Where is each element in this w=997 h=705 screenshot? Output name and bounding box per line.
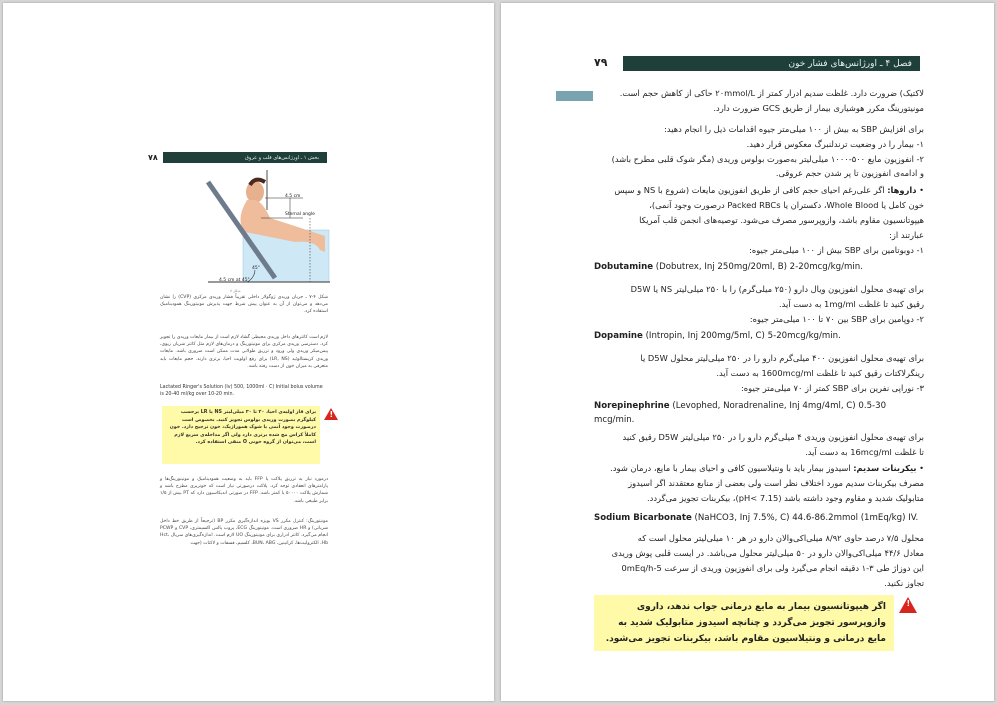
right-line-20: • بیکربنات سدیم: اسیدوز بیمار باید با ونتیلاسیون کافی و احیای بیمار با مایع، درمان شود. bbox=[610, 463, 924, 473]
right-warning-icon bbox=[899, 597, 917, 613]
dobutamine-name: Dobutamine bbox=[594, 262, 654, 272]
left-warning-text: برای فاز اولیه‌ی احیا، ۲۰ تا ۳۰ میلی‌لیتر NS یا LR برحسب کیلوگرم بصورت وریدی بولوس تجویز کنید. بخصوص است درصورت وجود آنمی یا شوک هموراژیک، خون ترجیح دارد. خون کاملاً کراس مچ شده برتری دارد ولی اگر مداخله‌ی سریع لازم است، می‌توان از گروه خونی O منفی استفاده کرد. bbox=[162, 406, 320, 464]
right-line-21: مصرف بیکربنات سدیم مورد اختلاف نظر است ولی بعضی از منابع معتقدند اگر اسیدوز bbox=[628, 478, 924, 488]
bicarbonate-line bbox=[594, 511, 924, 525]
right-line-17: ۳- نوراپی نفرین برای SBP کمتر از ۷۰ میلی‌متر جیوه: bbox=[741, 383, 924, 393]
norepinephrine-line bbox=[594, 399, 924, 413]
left-page-number: ۷۸ bbox=[148, 153, 158, 162]
right-line-7-text: اگر علی‌رغم احیای حجم کافی از طریق انفوزیون مایعات (شروع با NS و سپس bbox=[614, 185, 888, 195]
right-line-18: برای تهیه‌ی محلول انفوزیون وریدی ۴ میلی‌گرم دارو را در ۲۵۰ میلی‌لیتر D5W رقیق کنید bbox=[622, 432, 924, 442]
figure-label-angle: 45° bbox=[252, 266, 260, 271]
right-line-16: رینگرلاکتات رقیق کنید تا غلظت 1600mcg/ml به دست آید. bbox=[716, 368, 924, 378]
right-line-14: ۲- دوپامین برای SBP بین ۷۰ تا ۱۰۰ میلی‌متر جیوه: bbox=[749, 314, 924, 324]
drugs-heading: داروها: bbox=[887, 185, 917, 195]
right-line-19: تا غلظت 16mcg/ml به دست آید. bbox=[805, 447, 924, 457]
right-line-7: • داروها: اگر علی‌رغم احیای حجم کافی از طریق انفوزیون مایعات (شروع با NS و سپس bbox=[614, 185, 924, 195]
left-page-header bbox=[163, 152, 327, 163]
right-line-25: این دوزاژ طی ۳-۱ دقیقه انجام می‌گیرد ولی برای انفوزیون وریدی از سرعت 5-0mEq/h bbox=[621, 563, 924, 573]
right-line-1: لاکتیک) ضرورت دارد. غلظت سدیم ادرار کمتر از ۲۰mmol/L حاکی از کاهش حجم است. bbox=[619, 88, 924, 98]
left-warning-callout bbox=[160, 406, 338, 464]
left-paragraph-2: درمورد نیاز به تزریق پلاکت یا FFP باید به وضعیت همودینامیک و مونیتورینگ‌ها و پارامترهای انعقادی توجه کرد. پلاکت درصورتی نیاز است که خونریزی مطرح باشد و شمارش پلاکت ۵۰۰۰۰ یا کمتر باشد. FFP در صورتی اندیکاسیون دارد که PT بیش از ۱/۵ برابر طبیعی باشد. bbox=[160, 477, 328, 504]
figure-credit: شکل ۷ bbox=[230, 289, 241, 293]
figure-label-bottom: 4.5 cm at 45° bbox=[219, 278, 250, 283]
right-line-2: مونیتورینگ مکرر هوشیاری بیمار از طریق GCS ضرورت دارد. bbox=[713, 103, 924, 113]
left-header-title: بخش ۱ ـ اورژانس‌های قلب و عروق bbox=[245, 154, 319, 161]
bicarbonate-heading: بیکربنات سدیم: bbox=[853, 463, 917, 473]
left-english-drug-line: Lactated Ringer's Solution (lv) 500, 1000ml · C) Initial bolus volume is 20-40 ml/kg over 10-20 min. bbox=[160, 385, 323, 397]
right-line-5: ۲- انفوزیون مایع ۵۰۰-۱۰۰۰ میلی‌لیتر به‌صورت بولوس وریدی (مگر شوک قلبی مطرح باشد) bbox=[611, 154, 924, 164]
norepinephrine-name: Norepinephrine bbox=[594, 401, 670, 411]
right-page-number: ۷۹ bbox=[594, 56, 608, 69]
cvp-figure bbox=[175, 170, 335, 288]
right-line-11: ۱- دوبوتامین برای SBP بیش از ۱۰۰ میلی‌متر جیوه: bbox=[749, 245, 924, 255]
bicarbonate-name: Sodium Bicarbonate bbox=[594, 513, 692, 523]
right-line-3: برای افزایش SBP به بیش از ۱۰۰ میلی‌متر جیوه اقدامات ذیل را انجام دهید: bbox=[664, 124, 924, 134]
figure-label-top: 4.5 cm bbox=[285, 194, 301, 199]
right-line-9: هیپوتانسیون مقاوم باشد، وازوپرسور مصرف می‌شود. توصیه‌های انجمن قلب آمریکا bbox=[639, 215, 924, 225]
right-line-6: و ادامه‌ی انفوزیون تا پر شدن حجم عروقی. bbox=[775, 168, 924, 178]
right-page-header bbox=[623, 56, 920, 71]
right-line-15: برای تهیه‌ی محلول انفوزیون ۴۰۰ میلی‌گرم دارو را در ۲۵۰ میلی‌لیتر محلول D5W یا bbox=[640, 353, 924, 363]
warning-icon bbox=[324, 408, 338, 420]
dopamine-dose: (Intropin, Inj 200mg/5ml, C) 5-20mcg/kg/min. bbox=[642, 331, 841, 341]
dobutamine-line bbox=[594, 260, 924, 274]
bicarbonate-dose: (NaHCO3, Inj 7.5%, C) 44.6-86.2mmol (1mEq/kg) IV. bbox=[691, 513, 919, 523]
right-line-20-text: اسیدوز بیمار باید با ونتیلاسیون کافی و احیای بیمار با مایع، درمان شود. bbox=[610, 463, 854, 473]
dobutamine-dose: (Dobutrex, Inj 250mg/20ml, B) 2-20mcg/kg/min. bbox=[653, 262, 863, 272]
right-line-8: خون کامل یا Whole Blood، دکستران یا Packed RBCs درصورت وجود آنمی)، bbox=[649, 200, 924, 210]
right-line-12: برای تهیه‌ی محلول انفوزیون ویال دارو (۲۵۰ میلی‌گرم) را با ۲۵۰ میلی‌لیتر NS یا D5W bbox=[630, 284, 924, 294]
right-header-title: فصل ۴ ـ اورژانس‌های فشار خون bbox=[788, 58, 912, 69]
dopamine-line bbox=[594, 329, 924, 343]
dopamine-name: Dopamine bbox=[594, 331, 643, 341]
right-warning-callout: اگر هیپوتانسیون بیمار به مایع درمانی جواب ندهد، داروی وازوپرسور تجویز می‌گردد و چنانچه اسیدوز متابولیک شدید به مایع درمانی و ونتیلاسیون مقاوم باشد، بیکربنات تجویز می‌شود. bbox=[594, 595, 894, 651]
left-paragraph-1: لازم است کاتترهای داخل وریدی محیطی گشاد لازم است از بیمار مایعات وریدی را تجویز کرد. دسترسی وریدی مرکزی برای مونیتورینگ و درمان‌های لازم مثل کاتتر شریان ریوی، پیس‌میکر وریدی ولی ورود و تزریق طولانی مدت ممکن است ضروری باشد. مایعات وریدی کریستالوئید (LR, NS) برای رفع اولویت احیا، برتری دارند. حجم مایعات باید متعرفی به میزان خون از دست رفته باشد. bbox=[160, 335, 328, 369]
right-line-22: متابولیک شدید و مقاوم وجود داشته باشد (pH< 7.15)، بیکربنات تجویز می‌گردد. bbox=[647, 493, 924, 503]
right-line-26: تجاوز نکنید. bbox=[884, 578, 924, 588]
figure-label-sternal: Sternal angle bbox=[285, 212, 315, 217]
side-mark bbox=[556, 91, 593, 101]
norepinephrine-dose: (Levophed, Noradrenaline, Inj 4mg/4ml, C) 0.5-30 bbox=[669, 401, 887, 411]
right-line-23: محلول ۷/۵ درصد حاوی ۸/۹۲ میلی‌اکی‌والان دارو در هر ۱۰ میلی‌لیتر محلول است که bbox=[637, 533, 924, 543]
norepinephrine-line-2: mcg/min. bbox=[594, 415, 635, 425]
right-line-4: ۱- بیمار را در وضعیت ترندلنبرگ معکوس قرار دهید. bbox=[746, 139, 924, 149]
right-line-13: رقیق کنید تا غلظت 1mg/ml به دست آید. bbox=[778, 299, 924, 309]
right-line-24: معادل ۴۴/۶ میلی‌اکی‌والان دارو در ۵۰ میلی‌لیتر محلول می‌باشد. در ایست قلبی پوش وریدی bbox=[611, 548, 924, 558]
right-line-10: عبارتند از: bbox=[889, 230, 924, 240]
left-paragraph-3: مونیتورینگ: کنترل مکرر VS بویژه اندازه‌گیری مکرر BP (ترجیحاً از طریق خط داخل شریانی) و HR ضروری است. مونیتورینگ ECG، پروب پالس اکسیمتری، CVP و PCWP انجام می‌گیرد. کاتتر ادراری برای مونیتورینگ UO لازم است. اندازه‌گیری‌های سریال Hct، Hb، الکترولیت‌ها، کراتینین، BUN، ABG، کلسیم، فسفات و لاکتات (جهت bbox=[160, 519, 329, 546]
figure-caption: شکل ۴-۷ ـ جریان وریدی ژوگولار داخلی تقریباً فشار وریدی مرکزی (CVP) را نشان می‌دهد و می‌توان از آن به عنوان پیش شرط جهت پذیرش مونیتورینگ همودینامیک استفاده کرد. bbox=[160, 295, 329, 314]
